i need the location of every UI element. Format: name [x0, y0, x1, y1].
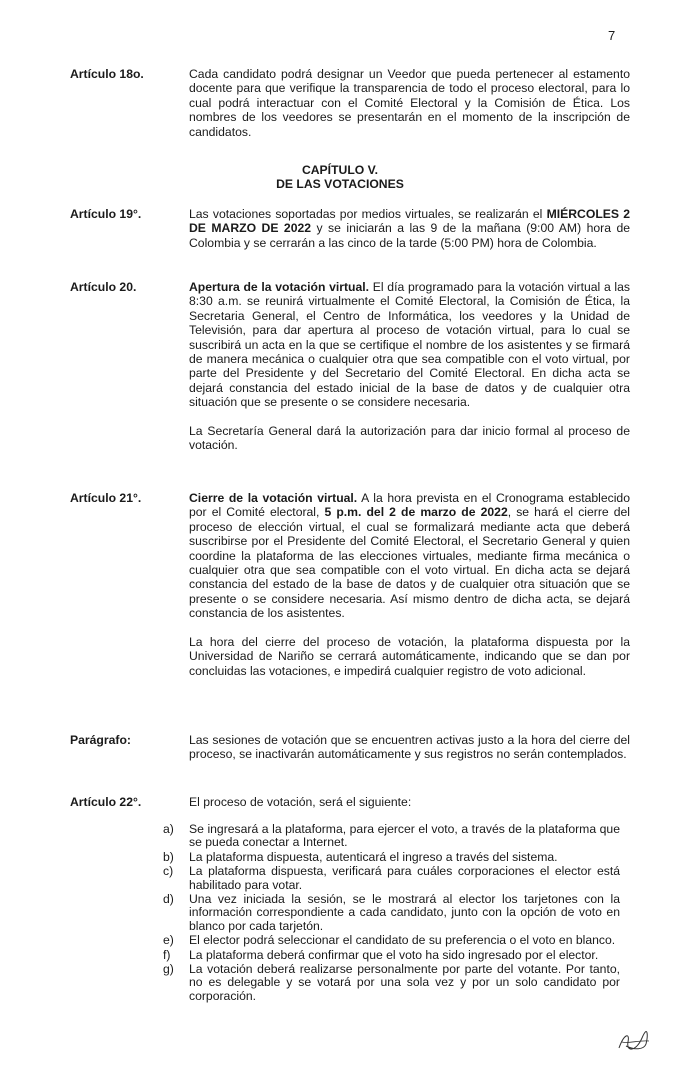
article-text: Apertura de la votación virtual. El día programado para la votación virtual a las 8:30 a.m. se reunirá virtualmente el Comité Electoral, la Comisión de Ética, la Secretaria General, el Centro de Informática, los veedores y la Unidad de Televisión, para dar apertura al proceso de votación virtual, para lo cual se suscribirá un acta en la que se certifique el nombre de los asistentes y se firmará de manera mecánica o cualquier otra que sea compatible con el voto virtual, por parte del Presidente y del Secretario del Comité Electoral. En dicha acta se dejará constancia del estado inicial de la base de datos y de cualquier otra situación que se presente o se considere necesaria. — [189, 280, 630, 410]
page-number: 7 — [608, 28, 616, 43]
list-item: e) El elector podrá seleccionar el candidato de su preferencia o el voto en blanco. — [163, 933, 616, 948]
list-item: a) Se ingresará a la plataforma, para ejercer el voto, a través de la plataforma que se pueda conectar a Internet. — [163, 822, 620, 850]
article-21 — [70, 491, 630, 678]
article-paragraph: La Secretaría General dará la autorización para dar inicio formal al proceso de votación. — [189, 424, 630, 453]
chapter-heading — [190, 163, 490, 192]
article-18 — [70, 67, 630, 139]
list-item: c) La plataforma dispuesta, verificará para cuáles corporaciones el elector está habilitado para votar. — [163, 864, 620, 892]
article-label: Artículo 19°. — [70, 207, 142, 221]
list-item: d) Una vez iniciada la sesión, se le mostrará al elector los tarjetones con la información correspondiente a cada candidato, junto con la opción de voto en blanco por cada tarjetón. — [163, 892, 620, 933]
article-22 — [70, 795, 630, 809]
article-text: Las votaciones soportadas por medios virtuales, se realizarán el MIÉRCOLES 2 DE MARZO DE 2022 y se iniciarán a las 9 de la mañana (9:00 AM) hora de Colombia y se cerrarán a las cinco de la tarde (5:00 PM) hora de Colombia. — [189, 207, 630, 250]
chapter-title: DE LAS VOTACIONES — [276, 177, 404, 192]
article-20 — [70, 280, 630, 453]
paragrafo-label: Parágrafo: — [70, 733, 131, 747]
article-label: Artículo 18o. — [70, 67, 144, 81]
article-text: Cada candidato podrá designar un Veedor que pueda pertenecer al estamento docente para que verifique la transparencia de todo el proceso electoral, para lo cual podrá interactuar con el Comité Electoral y la Comisión de Ética. Los nombres de los veedores se presentarán en el momento de la inscripción de candidatos. — [189, 67, 630, 139]
article-19 — [70, 207, 630, 250]
article-text: Cierre de la votación virtual. A la hora prevista en el Cronograma establecido por el Comité electoral, 5 p.m. del 2 de marzo de 2022, se hará el cierre del proceso de elección virtual, el cual se formalizará mediante acta que deberá suscribirse por el Presidente del Comité Electoral, el Secretario General y quien coordine la plataforma de las elecciones virtuales, mediante firma mecánica o cualquier otra que sea compatible con el voto virtual. En dicha acta se dejará constancia del estado de la base de datos y de cualquier otra situación que se presente o se considere necesaria. Así mismo dentro de dicha acta, se dejará constancia de los asistentes. — [189, 491, 631, 621]
chapter-number: CAPÍTULO V. — [301, 163, 379, 177]
list-item: b) La plataforma dispuesta, autenticará el ingreso a través del sistema. — [163, 849, 558, 864]
list-item: f) La plataforma deberá confirmar que el voto ha sido ingresado por el elector. — [163, 947, 599, 962]
list-item: g) La votación deberá realizarse personalmente por parte del votante. Por tanto, no es delegable y se votará por una sola vez y por un solo candidato por corporación. — [163, 962, 620, 1003]
article-label: Artículo 20. — [70, 280, 137, 294]
article-label: Artículo 22°. — [70, 795, 142, 809]
paragrafo — [70, 733, 630, 762]
article-text: El proceso de votación, será el siguiente: — [189, 795, 412, 809]
paragrafo-text: Las sesiones de votación que se encuentren activas justo a la hora del cierre del proceso, se inactivarán automáticamente y sus registros no serán contemplados. — [189, 733, 630, 762]
voting-steps-list — [163, 823, 620, 1004]
signature-mark — [616, 1030, 652, 1054]
article-label: Artículo 21°. — [70, 491, 142, 505]
article-paragraph: La hora del cierre del proceso de votación, la plataforma dispuesta por la Universidad de Nariño se cerrará automáticamente, indicando que se dan por concluidas las votaciones, e impedirá cualquier registro de voto adicional. — [189, 635, 630, 678]
